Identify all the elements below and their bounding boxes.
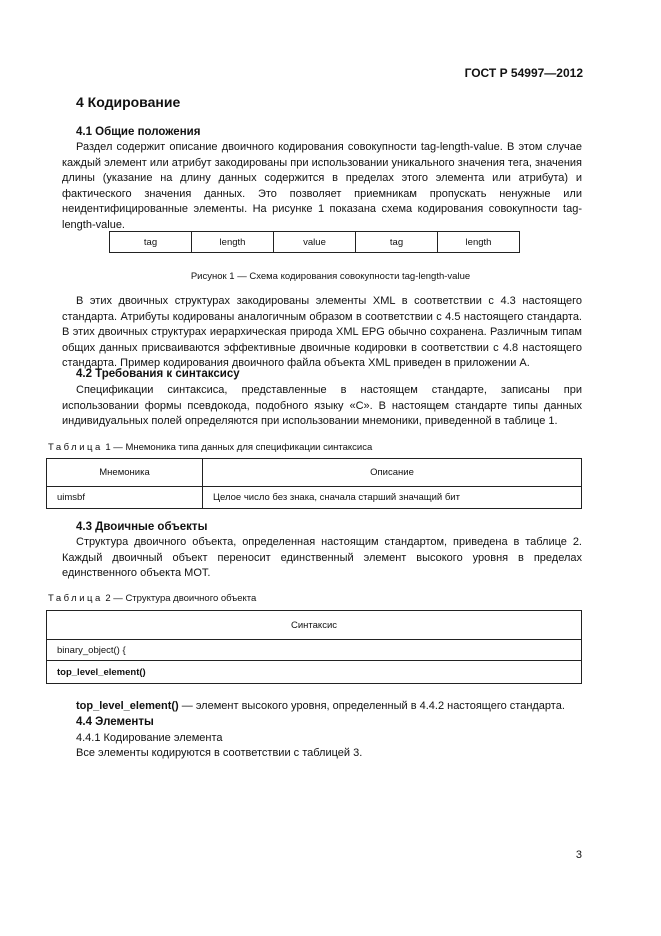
figure-cell-length: length <box>465 236 492 248</box>
table-2-caption-text: 2 — Структура двоичного объекта <box>102 593 257 604</box>
table-1-caption-text: 1 — Мнемоника типа данных для спецификации синтаксиса <box>102 442 373 453</box>
section-4-1-title: 4.1 Общие положения <box>76 126 201 138</box>
section-4-title: 4 Кодирование <box>76 94 181 110</box>
table-row <box>47 640 582 661</box>
paragraph-binary-structures: В этих двоичных структурах закодированы элементы XML в соответствии с 4.3 настоящего стандарта. Атрибуты кодированы аналогичным образом в соответствии с 4.5 настоящего стандарта. В этих двоичных структурах иерархическая природа XML EPG обычно сохранена. Различным типам общих данных присваиваются эффективные двоичные кодировки в соответствии с 4.8 настоящего стандарта. Пример кодирования двоичного файла объекта XML приведен в приложении А. <box>62 295 582 369</box>
table-2 <box>46 610 582 684</box>
section-4-2-title: 4.2 Требования к синтаксису <box>76 368 240 380</box>
table-row <box>47 487 582 509</box>
table-row <box>47 661 582 684</box>
top-level-element-definition <box>76 700 565 712</box>
section-4-4-title: 4.4 Элементы <box>76 716 154 728</box>
figure-cell-length: length <box>192 232 274 252</box>
figure-cell-tag: tag <box>356 232 438 252</box>
table-1-cell-description: Целое число без знака, сначала старший значащий бит <box>203 487 582 509</box>
figure-1-tlv-diagram <box>109 231 520 253</box>
document-code: ГОСТ Р 54997—2012 <box>464 66 583 80</box>
table-1-caption-label: Таблица <box>48 442 103 453</box>
table-2-caption <box>48 593 256 604</box>
section-4-4-1-title: 4.4.1 Кодирование элемента <box>76 732 223 744</box>
page-number: 3 <box>575 849 582 861</box>
top-level-element-description: — элемент высокого уровня, определенный в 4.4.2 настоящего стандарта. <box>178 700 565 712</box>
table-2-cell-binary-object: binary_object() { <box>47 640 582 661</box>
table-1-caption <box>48 442 372 453</box>
section-4-3-title: 4.3 Двоичные объекты <box>76 521 208 533</box>
section-4-2-paragraph: Спецификации синтаксиса, представленные в настоящем стандарте, записаны при использовании формы псевдокода, подобного языку «С». В настоящем стандарте типы данных индивидуальных полей определяются при использовании мнемоники, приведенной в таблице 1. <box>62 384 582 427</box>
section-4-4-1-paragraph: Все элементы кодируются в соответствии с таблицей 3. <box>76 747 363 759</box>
table-2-caption-label: Таблица <box>48 593 103 604</box>
figure-cell-tag: tag <box>110 232 192 252</box>
figure-1-caption: Рисунок 1 — Схема кодирования совокупности tag-length-value <box>190 271 471 282</box>
table-2-cell-top-level-element: top_level_element() <box>47 661 582 684</box>
figure-cell-value: value <box>274 232 356 252</box>
section-4-3-paragraph: Структура двоичного объекта, определенная настоящим стандартом, приведена в таблице 2. Каждый двоичный объект переносит единственный элемент высокого уровня в пределах единственного объекта МОТ. <box>62 536 582 579</box>
table-1 <box>46 458 582 509</box>
top-level-element-term: top_level_element() <box>76 700 179 712</box>
section-4-1-paragraph: Раздел содержит описание двоичного кодирования совокупности tag-length-value. В этом случае каждый элемент или атрибут закодированы при использовании уникального значения тега, значения длины (указание на длину данных содержится в пределах этого элемента или атрибута) и фактического значения данных. Это позволяет приемникам пропускать ненужные или неидентифицированные элементы. На рисунке 1 показана схема кодирования совокупности tag-length-value. <box>62 141 582 231</box>
table-1-header-mnemonic: Мнемоника <box>47 459 203 487</box>
table-2-header-syntax: Синтаксис <box>47 611 582 640</box>
table-1-cell-mnemonic: uimsbf <box>47 487 203 509</box>
table-1-header-description: Описание <box>203 459 582 487</box>
